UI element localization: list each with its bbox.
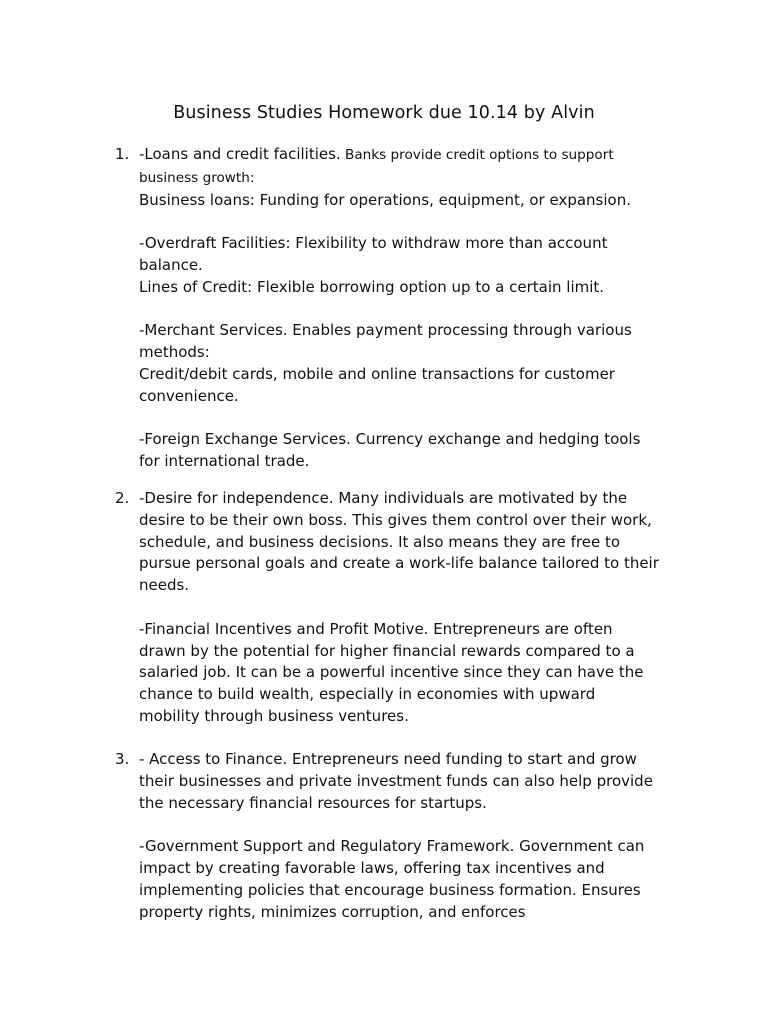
paragraph-forex xyxy=(139,429,660,473)
paragraph-text: -Financial Incentives and Profit Motive. Entrepreneurs are often drawn by the potential for higher financial rewards compared to a salaried job. It can be a powerful incentive since they can have the chance to build wealth, especially in economies with upward mobility through business ventures. xyxy=(139,619,644,725)
paragraph-text: -Merchant Services. Enables payment processing through various methods: xyxy=(139,321,632,362)
paragraph-text: -Government Support and Regulatory Framework. Government can impact by creating favorable laws, offering tax incentives and implementing policies that encourage business formation. Ensures property rights, minimizes corruption, and enforces xyxy=(139,837,645,921)
paragraph-text: -Foreign Exchange Services. Currency exchange and hedging tools for international trade. xyxy=(139,430,641,471)
paragraph-overdraft xyxy=(139,233,660,298)
list-number: 2. xyxy=(115,489,130,507)
paragraph-subline: Credit/debit cards, mobile and online transactions for customer convenience. xyxy=(139,364,615,405)
paragraph-subline: Lines of Credit: Flexible borrowing option up to a certain limit. xyxy=(139,277,605,296)
paragraph-heading: -Loans and credit facilities. xyxy=(139,145,341,163)
list-item-body xyxy=(139,749,660,923)
list-item-body xyxy=(139,488,660,728)
document-title: Business Studies Homework due 10.14 by Alvin xyxy=(173,103,595,123)
paragraph-text: -Overdraft Facilities: Flexibility to withdraw more than account balance. xyxy=(139,234,608,274)
list-number: 1. xyxy=(115,145,130,163)
paragraph-text: -Desire for independence. Many individuals are motivated by the desire to be their own boss. This gives them control over their work, schedule, and business decisions. It also means they are free to pursue personal goals and create a work-life balance tailored to their needs. xyxy=(139,489,659,595)
paragraph-independence xyxy=(139,488,660,597)
paragraph-loans xyxy=(139,144,660,211)
list-item-body xyxy=(139,144,660,473)
paragraph-merchant xyxy=(139,320,660,407)
paragraph-financial-incentives xyxy=(139,619,660,728)
paragraph-text: Banks provide credit options to support business growth: xyxy=(139,147,614,186)
paragraph-subline: Business loans: Funding for operations, equipment, or expansion. xyxy=(139,190,631,209)
paragraph-access-finance xyxy=(139,749,660,814)
paragraph-text: - Access to Finance. Entrepreneurs need funding to start and grow their businesses and private investment funds can also help provide the necessary financial resources for startups. xyxy=(139,750,653,812)
paragraph-government-support xyxy=(139,836,660,923)
list-number: 3. xyxy=(115,750,130,768)
